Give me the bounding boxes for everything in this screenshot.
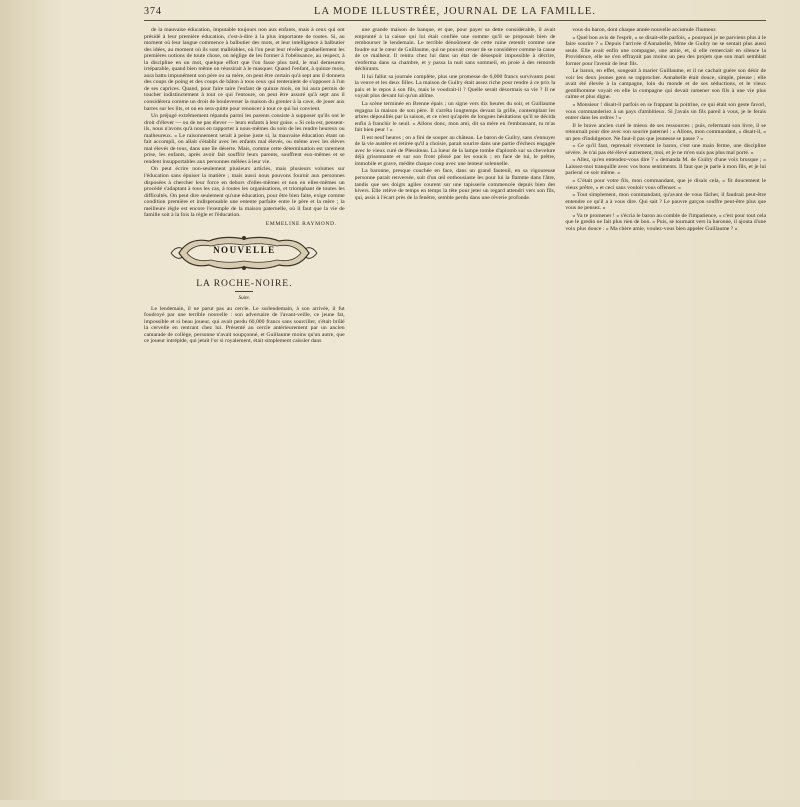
story-title: LA ROCHE-NOIRE. bbox=[196, 279, 293, 290]
story-paragraph: vous du baron, dont chaque année nouvelle accumule l'humeur. bbox=[572, 27, 717, 33]
author-signature: EMMELINE RAYMOND. bbox=[265, 220, 337, 227]
title-divider bbox=[235, 291, 253, 292]
page-header bbox=[144, 6, 766, 21]
article-paragraph: Un préjugé extrêmement répandu parmi les parents consiste à supposer qu'ils ont le droit d'élever — ou de ne pas élever — leurs enfants à leur guise. « Si cela est, pensent-ils, nous n'avons qu'à nous en rapporter à nous-mêmes du soin de les rendre heureux ou malheureux. » Le raisonnement serait à peine juste si, la mauvaise éducation étant un fait accompli, on allait s'établir avec les enfants mal élevés, ou même avec les élèves mal élevés de tous, dans une île déserte. Mais, comme cette détermination est rarement prise, les enfants, après avoir fait souffrir leurs parents, souffrent eux-mêmes et se rendent insupportables aux personnes mêlées à leur vie. bbox=[144, 113, 345, 165]
story-paragraph: Il est neuf heures ; on a fini de souper au château. Le baron de Guilry, sans s'ennuyer de la vie austère et retirée qu'il a choisie, parait sourire dans une partie d'échecs engagée avec le vieux curé de Plessiteau. La lueur de la lampe tombe d'aplomb sur sa chevelure déjà grisonnante et sur son front plissé par les soucis ; en face de lui, le prêtre, immobile et grave, médite chaque coup avec une lenteur solennelle. bbox=[354, 134, 556, 167]
story-subtitle: Suite. bbox=[238, 294, 251, 301]
text-columns bbox=[144, 27, 766, 807]
story-paragraph: Il lui fallut sa journée complète, plus une promesse de 6,000 francs survivants pour la veuve et les deux filles. La maison de Guilry était assez riche pour rendre à ce prix la paix et le repos à son fils, mais le voudrait-il ? Quelle serait désormais sa vie ? Il ne voyait plus devant lui qu'un abîme. bbox=[354, 73, 556, 100]
story-paragraph: « Allez, qu'en entendez-vous dire ? » demanda M. de Guilry d'une voix brusque ; « Laissez-moi tranquille avec vos bons sentiments. Il faut que je parle à mon fils, et je lui parlerai ce soir même. » bbox=[565, 157, 766, 177]
banner-label: NOUVELLE bbox=[213, 245, 276, 256]
journal-title: LA MODE ILLUSTRÉE, JOURNAL DE LA FAMILLE. bbox=[314, 6, 596, 17]
column-3 bbox=[565, 27, 766, 807]
story-paragraph: Il le brave ancien curé le mieux de ses ressources ; puis, refermant son livre, il se retournait pour dire avec son sourire paternel : « Allons, mon commandant, » disait-il, « un peu d'indulgence. Ne faut-il pas que jeunesse se passe ? » bbox=[565, 122, 766, 142]
story-paragraph: La scène terminée en Brenne épais ; un signe vers dix heures du soir, et Guillaume regagna la maison de son père. Il s'arrêta longtemps devant la grille, contemplant les arbres dépouillés par la saison, et ce n'est qu'après de longues hésitations qu'il se décida enfin à franchir le seuil. « Allons donc, mon ami, dit sa mère en l'embrassant, tu m'as fait bien peur ! » bbox=[354, 101, 556, 134]
article-paragraph: On peut écrire non-seulement plusieurs articles, mais plusieurs volumes sur l'éducation sans épuiser la matière ; mais aussi nous pouvons fournir aux personnes disposées à chercher leur force en dehors d'elles-mêmes et non en elles-mêmes un procédé s'adaptant à tous les cas, à toutes les organisations, et triomphant de toutes les difficultés. On peut dire seulement qu'une éducation, pour être bien faite, exige comme condition première et indispensable une entente parfaite entre le père et la mère ; la meilleure règle est encore l'exemple de la maison paternelle, où il faut que la vie de famille soit à la fois la règle et l'éducation. bbox=[144, 166, 345, 219]
article-paragraph: de la mauvaise éducation, imputable toujours non aux enfants, mais à ceux qui ont présidé à leur première éducation, c'est-à-dire à la plus importante de toutes. Si, au moment où leur langue commence à balbutier des mots, et leur intelligence à balbutier des idées, au moment où ils sont malléables, où l'on peut leur révéler graduellement les premières notions de toute chose, on néglige de les former à l'obéissance, au respect, à la discipline en un mot, quelque effort que l'on fasse plus tard, le mal demeurera irréparable, quand bien même on réussirait à le masquer. Quand l'enfant, à quinze mois, aura battu impunément son père ou sa mère, on peut être certain qu'à sept ans il donnera des coups de poing et des coups de bâton à tous ceux qui tenteraient de s'opposer à l'un de ses caprices. Quand, pour faire taire l'enfant de quinze mois, on lui aura permis de toucher indistinctement à tout ce qui l'entoure, on peut être assuré qu'à sept ans il considérera comme un droit de bouleverser la maison du grenier à la cave, de jouer aux barres sur les lits, et on en sera quitte pour renoncer à tout ce qui lui convient. bbox=[144, 27, 345, 112]
story-paragraph: « Ce qu'il faut, reprenait vivement le baron, c'est une main ferme, une discipline sévère. Je n'ai pas été élevé autrement, moi, et je ne m'en suis pas plus mal porté. » bbox=[565, 143, 766, 156]
story-paragraph: « C'était pour votre fils, mon commandant, que je disais cela, » fit doucement le vieux prêtre, « et ceci sans vouloir vous offenser. » bbox=[565, 178, 766, 191]
column-2 bbox=[355, 27, 556, 807]
page-number: 374 bbox=[144, 6, 162, 17]
story-paragraph: « Tout simplement, mon commandant, qu'avant de vous fâcher, il faudrait peut-être entendre ce qu'il a à vous dire. Qui sait ? Le pauvre garçon souffre peut-être plus que vous ne pensez. » bbox=[565, 192, 766, 212]
story-paragraph: « Monsieur ! disait-il parfois en se frappant la poitrine, ce qui était son geste favori, vous commanderiez à un pays d'ambitieux. Si j'avais un fils pareil à vous, je le ferais entrer dans les ordres ! » bbox=[565, 102, 766, 122]
story-paragraph: Le baron, en effet, songeait à marier Guillaume, et il ne cachait guère son désir de voir les deux jeunes gens se rapprocher. Annabelle était douce, simple, pieuse ; elle avait été élevée à la campagne, loin du monde et de ses séductions, et le vieux gentilhomme voyait en elle la compagne qui devait ramener son fils à une vie plus calme et plus digne. bbox=[565, 68, 766, 101]
story-paragraph: « Quel bon avis de l'esprit, » se disait-elle parfois, « pourquoi je ne parviens plus à le faire sourire ? » Depuis l'arrivée d'Annabelle, Mme de Guilry ne se sentait plus aussi seule. Elle avait enfin une compagne, une amie, et, si elle remerciait en silence la Providence, elle ne s'en effrayait pas moins un peu des projets que son mari semblait former pour l'avenir de leur fils. bbox=[565, 34, 766, 67]
story-paragraph: La baronne, presque couchée en face, dans un grand fauteuil, en sa vigoureuse personne parait renversée, suit d'un œil enthousiaste les pour lui la flamme dans l'âtre, tandis que ses doigts agiles courent sur une tapisserie commencée depuis bien des hivers. Elle relève de temps en temps la tête pour jeter un regard attendri vers son fils, qui, assis à l'écart près de la fenêtre, semble perdu dans une rêverie profonde. bbox=[354, 168, 556, 201]
story-paragraph: « Va te promener ! » s'écria le baron au comble de l'impatience, « c'est pour tout cela que le gredin ne fait plus rien de bon. » Puis, se tournant vers la baronne, il ajouta d'une voix plus douce : « Ma chère amie, voulez-vous bien appeler Guillaume ? » bbox=[565, 212, 766, 232]
story-paragraph: une grande maison de banque, et que, pour payer sa dette considérable, il avait emprunté à la caisse qui lui était confiée une somme qu'il se proposait bien de rembourser le lendemain. Le terrible dénoûment de cette ruine retentit comme une foudre sur le cœur de Guillaume, qui ne pouvait cesser de se considérer comme la cause de ce malheur. Il rentra chez lui dans un état de désespoir impossible à décrire, s'enferma dans sa chambre, et y passa la nuit sans sommeil, en proie à des remords déchirants. bbox=[354, 27, 556, 73]
column-1 bbox=[144, 27, 345, 807]
nouvelle-banner bbox=[169, 233, 319, 273]
story-paragraph: Le lendemain, il ne parut pas au cercle. Le surlendemain, à son arrivée, il fut foudroyé par une terrible nouvelle : son adversaire de l'avant-veille, ce jeune fat, impossible et si beau joueur, qui avait perdu 60,000 francs sans sourciller, s'était brûlé la cervelle en rentrant chez lui. Présenté au cercle antérieurement par un ancien camarade de collège, personne n'avait soupçonné, et Guillaume moins qu'un autre, que ce joueur intrépide, qui jetait l'or si royalement, était simplement caissier dans bbox=[144, 305, 345, 345]
